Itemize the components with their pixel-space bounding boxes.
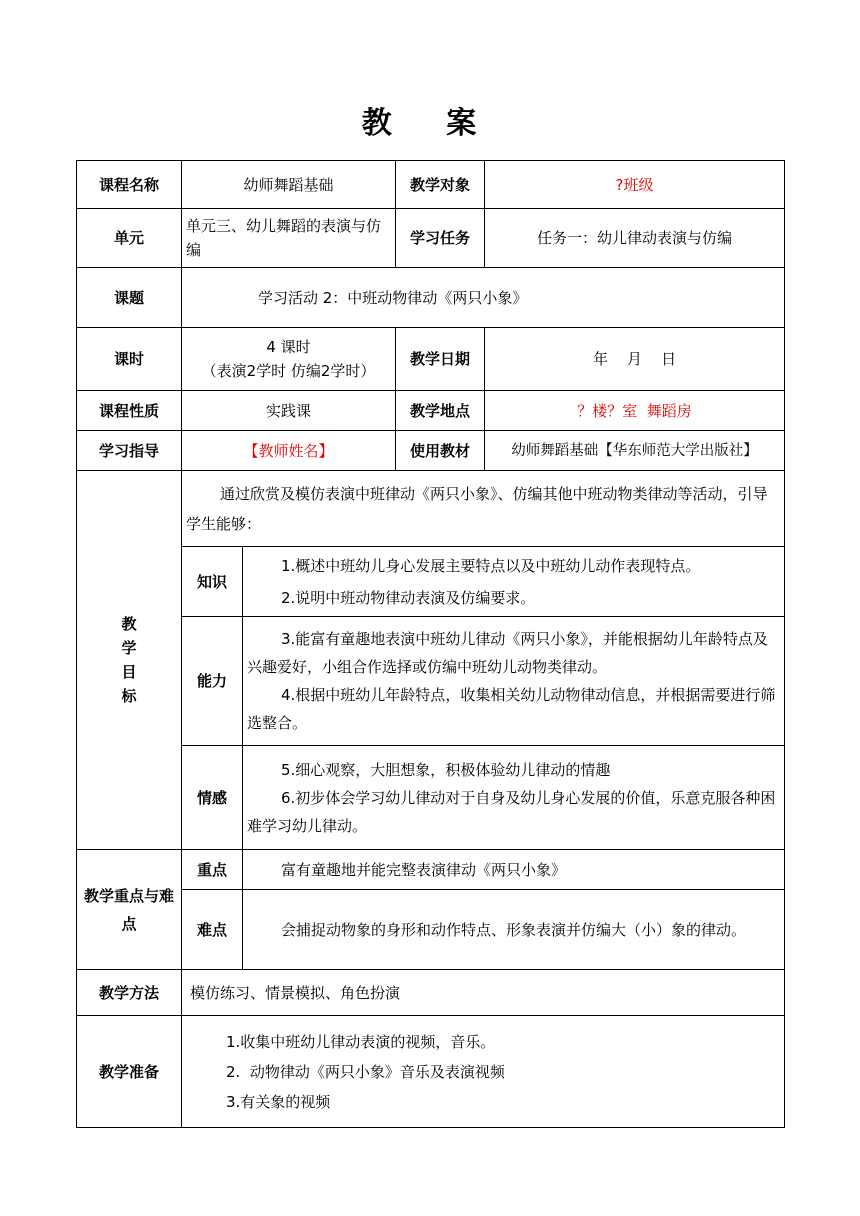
topic-label: 课题 [77, 268, 182, 328]
material-label: 使用教材 [396, 431, 485, 471]
method-value: 模仿练习、情景模拟、角色扮演 [182, 970, 785, 1016]
row-topic [77, 268, 785, 328]
row-guide [77, 431, 785, 471]
guide-label: 学习指导 [77, 431, 182, 471]
key-point-label: 重点 [182, 850, 243, 890]
row-course [77, 161, 785, 209]
ability-label: 能力 [182, 617, 243, 746]
material-value: 幼师舞蹈基础【华东师范大学出版社】 [485, 431, 785, 471]
place-label: 教学地点 [396, 391, 485, 431]
knowledge-label: 知识 [182, 547, 243, 617]
date-value: 年 月 日 [485, 328, 785, 391]
emotion-content [243, 746, 785, 850]
row-objectives-intro [77, 471, 785, 547]
unit-value: 单元三、幼儿舞蹈的表演与仿编 [182, 209, 396, 268]
target-label: 教学对象 [396, 161, 485, 209]
row-difficulty [77, 890, 785, 970]
emotion-label: 情感 [182, 746, 243, 850]
nature-label: 课程性质 [77, 391, 182, 431]
row-method [77, 970, 785, 1016]
nature-value: 实践课 [182, 391, 396, 431]
objectives-char-2: 学 [121, 639, 137, 657]
course-name: 幼师舞蹈基础 [182, 161, 396, 209]
row-ability [77, 617, 785, 746]
hours-value [182, 328, 396, 391]
row-hours [77, 328, 785, 391]
target-value: ?班级 [485, 161, 785, 209]
task-value: 任务一：幼儿律动表演与仿编 [485, 209, 785, 268]
row-emotion [77, 746, 785, 850]
hours-line-2: （表演2学时 仿编2学时） [201, 362, 376, 380]
knowledge-content [243, 547, 785, 617]
ability-item-2: 4.根据中班幼儿年龄特点，收集相关幼儿动物律动信息，并根据需要进行筛选整合。 [247, 686, 776, 732]
method-label: 教学方法 [77, 970, 182, 1016]
unit-label: 单元 [77, 209, 182, 268]
difficulty-content: 会捕捉动物象的身形和动作特点、形象表演并仿编大（小）象的律动。 [243, 890, 785, 970]
page-title: 教 案 [361, 106, 499, 141]
date-label: 教学日期 [396, 328, 485, 391]
row-key-point [77, 850, 785, 890]
row-knowledge [77, 547, 785, 617]
knowledge-item-2: 2.说明中班动物律动表演及仿编要求。 [281, 588, 536, 607]
lesson-plan-table [76, 160, 785, 1128]
ability-content [243, 617, 785, 746]
hours-line-1: 4 课时 [266, 338, 311, 356]
hours-label: 课时 [77, 328, 182, 391]
guide-value: 【教师姓名】 [182, 431, 396, 471]
preparation-item-2: 2. 动物律动《两只小象》音乐及表演视频 [226, 1062, 505, 1081]
emotion-item-2: 6.初步体会学习幼儿律动对于自身及幼儿身心发展的价值，乐意克服各种困难学习幼儿律动。 [247, 788, 776, 835]
objectives-intro: 通过欣赏及模仿表演中班律动《两只小象》、仿编其他中班动物类律动等活动，引导学生能够： [182, 471, 785, 547]
row-nature [77, 391, 785, 431]
emotion-item-1: 5.细心观察，大胆想象，积极体验幼儿律动的情趣 [281, 760, 611, 779]
preparation-content [182, 1016, 785, 1128]
difficulty-label: 难点 [182, 890, 243, 970]
keypoints-label: 教学重点与难点 [77, 850, 182, 970]
row-preparation [77, 1016, 785, 1128]
preparation-item-1: 1.收集中班幼儿律动表演的视频，音乐。 [226, 1032, 496, 1051]
objectives-char-3: 目 [121, 663, 137, 681]
objectives-label [77, 471, 182, 850]
objectives-char-1: 教 [121, 615, 137, 633]
preparation-label: 教学准备 [77, 1016, 182, 1128]
topic-value: 学习活动 2：中班动物律动《两只小象》 [182, 268, 785, 328]
place-value: ？楼？室 舞蹈房 [485, 391, 785, 431]
row-unit [77, 209, 785, 268]
objectives-char-4: 标 [121, 687, 137, 705]
task-label: 学习任务 [396, 209, 485, 268]
key-point-content: 富有童趣地并能完整表演律动《两只小象》 [243, 850, 785, 890]
preparation-item-3: 3.有关象的视频 [226, 1092, 331, 1111]
ability-item-1: 3.能富有童趣地表演中班幼儿律动《两只小象》，并能根据幼儿年龄特点及兴趣爱好，小组合作选择或仿编中班幼儿动物类律动。 [247, 630, 768, 676]
course-name-label: 课程名称 [77, 161, 182, 209]
knowledge-item-1: 1.概述中班幼儿身心发展主要特点以及中班幼儿动作表现特点。 [281, 556, 701, 575]
